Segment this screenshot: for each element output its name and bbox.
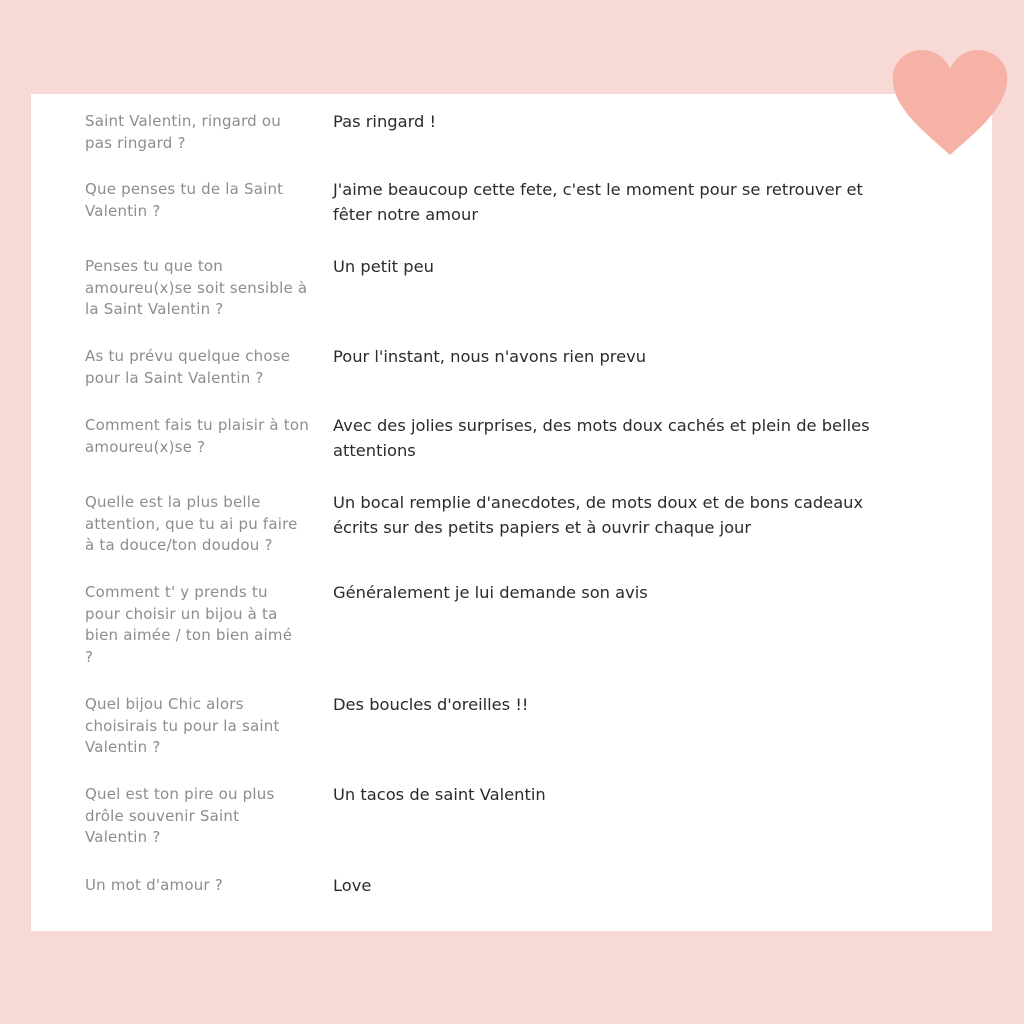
answer-text: Love bbox=[333, 876, 372, 895]
question-text: Saint Valentin, ringard ou pas ringard ? bbox=[85, 112, 281, 152]
heart-icon bbox=[890, 47, 1010, 159]
answer-text: Généralement je lui demande son avis bbox=[333, 583, 648, 602]
question-text: Comment t' y prends tu pour choisir un bijou à ta bien aimée / ton bien aimé ? bbox=[85, 583, 293, 666]
question-text: Quel est ton pire ou plus drôle souvenir Saint Valentin ? bbox=[85, 785, 275, 846]
question-text: Comment fais tu plaisir à ton amoureu(x)se ? bbox=[85, 416, 309, 456]
answer-text: Un petit peu bbox=[333, 257, 434, 276]
question-text: Que penses tu de la Saint Valentin ? bbox=[85, 180, 284, 220]
qa-list bbox=[31, 94, 992, 931]
answer-text: Des boucles d'oreilles !! bbox=[333, 695, 529, 714]
answer-text: Un tacos de saint Valentin bbox=[333, 785, 546, 804]
question-text: Un mot d'amour ? bbox=[85, 876, 223, 894]
answer-text: J'aime beaucoup cette fete, c'est le moment pour se retrouver et fêter notre amour bbox=[333, 180, 863, 224]
answer-text: Avec des jolies surprises, des mots doux cachés et plein de belles attentions bbox=[333, 416, 870, 460]
question-text: As tu prévu quelque chose pour la Saint Valentin ? bbox=[85, 347, 291, 387]
answer-text: Pas ringard ! bbox=[333, 112, 437, 131]
qa-card bbox=[31, 94, 992, 931]
question-text: Quelle est la plus belle attention, que tu ai pu faire à ta douce/ton doudou ? bbox=[85, 493, 298, 554]
answer-text: Pour l'instant, nous n'avons rien prevu bbox=[333, 347, 647, 366]
question-text: Quel bijou Chic alors choisirais tu pour la saint Valentin ? bbox=[85, 695, 280, 756]
answer-text: Un bocal remplie d'anecdotes, de mots doux et de bons cadeaux écrits sur des petits papiers et à ouvrir chaque jour bbox=[333, 493, 864, 537]
question-text: Penses tu que ton amoureu(x)se soit sensible à la Saint Valentin ? bbox=[85, 257, 308, 318]
